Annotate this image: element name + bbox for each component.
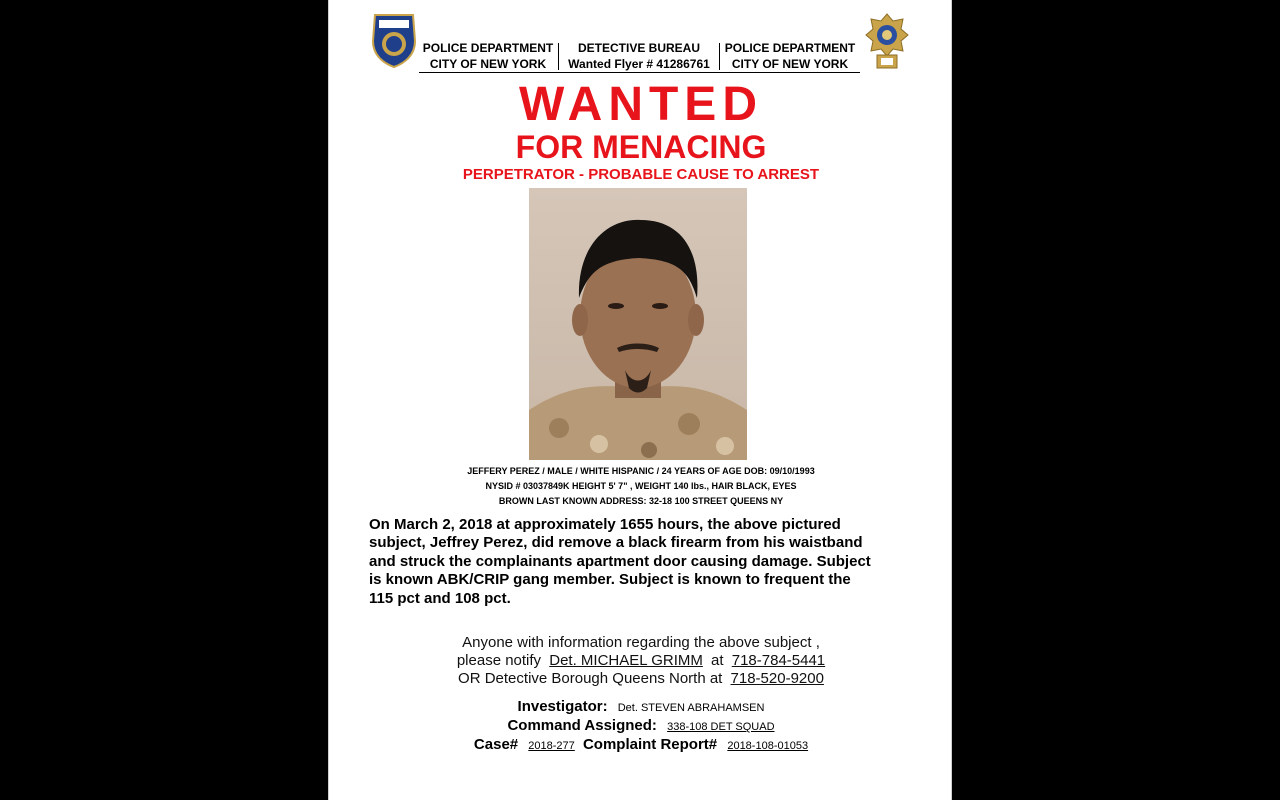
header-right-line2: CITY OF NEW YORK: [731, 56, 849, 71]
contact-at: at: [711, 652, 724, 669]
header-right-line1: POLICE DEPARTMENT: [724, 41, 856, 55]
case-row: [329, 736, 953, 753]
complaint-value: 2018-108-01053: [727, 740, 809, 752]
incident-narrative: [369, 516, 917, 608]
contact-line-1: Anyone with information regarding the above subject ,: [462, 634, 820, 651]
wanted-title: WANTED: [519, 78, 763, 131]
complaint-label: Complaint Report#: [582, 736, 718, 753]
contact-line-2: [329, 652, 953, 670]
phone-number-1: 718-784-5441: [731, 652, 826, 669]
header-left-line2: CITY OF NEW YORK: [429, 56, 547, 71]
investigator-label: Investigator:: [517, 698, 608, 715]
subject-line-1: JEFFERY PEREZ / MALE / WHITE HISPANIC / 24 YEARS OF AGE DOB: 09/10/1993: [467, 466, 815, 476]
status-subtitle: PERPETRATOR - PROBABLE CAUSE TO ARREST: [462, 166, 820, 183]
command-value: 338-108 DET SQUAD: [667, 721, 775, 733]
header-center-line2: Wanted Flyer # 41286761: [568, 56, 710, 71]
header-right: [720, 41, 860, 72]
command-row: [329, 717, 953, 734]
detective-name: Det. MICHAEL GRIMM: [549, 652, 703, 669]
command-label: Command Assigned:: [507, 717, 657, 734]
suspect-photo: [529, 188, 747, 460]
narrative-line: On March 2, 2018 at approximately 1655 hours, the above pictured: [369, 516, 841, 533]
narrative-line: subject, Jeffrey Perez, did remove a black firearm from his waistband: [369, 534, 863, 552]
detective-badge-icon: [865, 13, 909, 69]
contact-line-3: [329, 670, 953, 688]
subject-line-2: NYSID # 03037849K HEIGHT 5' 7" , WEIGHT 140 lbs., HAIR BLACK, EYES: [485, 481, 797, 491]
investigator-row: [329, 698, 953, 715]
investigator-value: Det. STEVEN ABRAHAMSEN: [617, 702, 765, 714]
header-left-line1: POLICE DEPARTMENT: [422, 41, 554, 55]
case-label: Case#: [473, 736, 519, 753]
nypd-patch-icon: [371, 13, 417, 69]
contact-prefix: OR Detective Borough Queens North at: [458, 670, 723, 687]
case-value: 2018-277: [528, 740, 575, 752]
phone-number-2: 718-520-9200: [730, 670, 824, 687]
subject-line-3: BROWN LAST KNOWN ADDRESS: 32-18 100 STREET QUEENS NY: [498, 496, 784, 506]
contact-prefix: please notify: [456, 652, 542, 669]
header-left: [419, 41, 557, 72]
narrative-line: is known ABK/CRIP gang member. Subject is known to frequent the: [369, 571, 851, 589]
wanted-flyer-page: [328, 0, 952, 800]
charge-title: FOR MENACING: [515, 129, 767, 165]
header-center: [559, 41, 719, 72]
narrative-line: and struck the complainants apartment door causing damage. Subject: [369, 552, 871, 570]
narrative-line: 115 pct and 108 pct.: [369, 589, 511, 607]
header-center-line1: DETECTIVE BUREAU: [577, 41, 700, 55]
header-rule: [419, 72, 860, 73]
